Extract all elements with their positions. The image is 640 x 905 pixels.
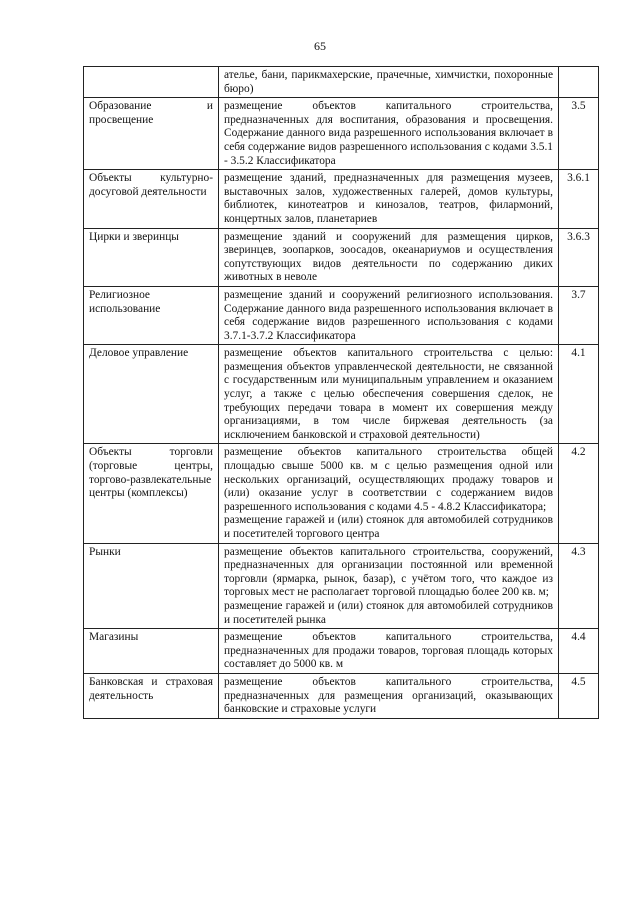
use-type-code: 3.5 bbox=[559, 98, 599, 170]
page-number: 65 bbox=[314, 39, 326, 53]
use-type-description bbox=[219, 170, 559, 228]
table-row bbox=[84, 228, 599, 286]
table-row bbox=[84, 67, 599, 98]
land-use-classifier-table bbox=[83, 66, 599, 719]
description-paragraph: размещение зданий и сооружений религиозного использования. Содержание данного вида разрешенного использования включает в себя содержание видов разрешенного использования с кодами 3.7.1-3.7.2 Классификатора bbox=[224, 288, 553, 342]
use-type-description bbox=[219, 67, 559, 98]
use-type-description bbox=[219, 98, 559, 170]
description-paragraph: размещение зданий и сооружений для размещения цирков, зверинцев, зоопарков, зоосадов, океанариумов и осуществления сопутствующих видов деятельности по содержанию диких животных в неволе bbox=[224, 230, 553, 284]
table-row bbox=[84, 170, 599, 228]
table-row bbox=[84, 286, 599, 344]
use-type-code: 4.1 bbox=[559, 345, 599, 444]
description-paragraph: размещение объектов капитального строительства, предназначенных для продажи товаров, торговая площадь которых составляет до 5000 кв. м bbox=[224, 631, 553, 671]
use-type-code: 4.2 bbox=[559, 444, 599, 543]
description-paragraph: ателье, бани, парикмахерские, прачечные, химчистки, похоронные бюро) bbox=[224, 69, 553, 95]
description-paragraph: размещение зданий, предназначенных для размещения музеев, выставочных залов, художественных галерей, домов культуры, библиотек, кинотеатров и кинозалов, театров, филармоний, концертных залов, планетариев bbox=[224, 172, 553, 225]
use-type-name: Религиозное использование bbox=[84, 286, 219, 344]
use-type-name: Банковская и страховая деятельность bbox=[84, 673, 219, 718]
table-row bbox=[84, 629, 599, 674]
use-type-description bbox=[219, 629, 559, 674]
use-type-code: 3.6.3 bbox=[559, 228, 599, 286]
use-type-description bbox=[219, 286, 559, 344]
use-type-name: Цирки и зверинцы bbox=[84, 228, 219, 286]
description-paragraph: размещение объектов капитального строительства, предназначенных для воспитания, образования и просвещения. Содержание данного вида разрешенного использования включает в себя содержание видов разрешенного использования с кодами 3.5.1 - 3.5.2 Классификатора bbox=[224, 100, 553, 167]
table-row bbox=[84, 444, 599, 543]
use-type-code: 4.5 bbox=[559, 673, 599, 718]
table-row bbox=[84, 673, 599, 718]
description-paragraph: размещение объектов капитального строительства, предназначенных для размещения организаций, оказывающих банковские и страховые услуги bbox=[224, 675, 553, 716]
use-type-name: Объекты торговли (торговые центры, торгово-развлекательные центры (комплексы) bbox=[84, 444, 219, 543]
use-type-description bbox=[219, 543, 559, 629]
table-row bbox=[84, 345, 599, 444]
table-row bbox=[84, 543, 599, 629]
description-paragraph: размещение объектов капитального строительства с целью: размещения объектов управленческой деятельности, не связанной с государственным или муниципальным управлением и оказанием услуг, а также с целью обеспечения совершения сделок, не требующих передачи товара в момент их совершения между организациями, в том числе биржевая деятельность (за исключением банковской и страховой деятельности) bbox=[224, 347, 553, 441]
use-type-description bbox=[219, 228, 559, 286]
use-type-description bbox=[219, 444, 559, 543]
description-paragraph: размещение гаражей и (или) стоянок для автомобилей сотрудников и посетителей торгового центра bbox=[224, 514, 553, 540]
use-type-code: 3.7 bbox=[559, 286, 599, 344]
use-type-name: Деловое управление bbox=[84, 345, 219, 444]
use-type-code bbox=[559, 67, 599, 98]
description-paragraph: размещение объектов капитального строительства общей площадью свыше 5000 кв. м с целью размещения одной или нескольких организаций, осуществляющих продажу товаров и (или) оказание услуг в соответствии с содержанием видов разрешенного использования с кодами 4.5 - 4.8.2 Классификатора; bbox=[224, 446, 553, 513]
use-type-name: Магазины bbox=[84, 629, 219, 674]
use-type-code: 3.6.1 bbox=[559, 170, 599, 228]
use-type-name bbox=[84, 67, 219, 98]
use-type-name: Рынки bbox=[84, 543, 219, 629]
use-type-description bbox=[219, 345, 559, 444]
use-type-code: 4.3 bbox=[559, 543, 599, 629]
use-type-name: Объекты культурно-досуговой деятельности bbox=[84, 170, 219, 228]
description-paragraph: размещение гаражей и (или) стоянок для автомобилей сотрудников и посетителей рынка bbox=[224, 599, 553, 626]
table-row bbox=[84, 98, 599, 170]
use-type-name: Образование и просвещение bbox=[84, 98, 219, 170]
use-type-code: 4.4 bbox=[559, 629, 599, 674]
description-paragraph: размещение объектов капитального строительства, сооружений, предназначенных для организации постоянной или временной торговли (ярмарка, рынок, базар), с учётом того, что каждое из торговых мест не располагает торговой площадью более 200 кв. м; bbox=[224, 545, 553, 599]
use-type-description bbox=[219, 673, 559, 718]
